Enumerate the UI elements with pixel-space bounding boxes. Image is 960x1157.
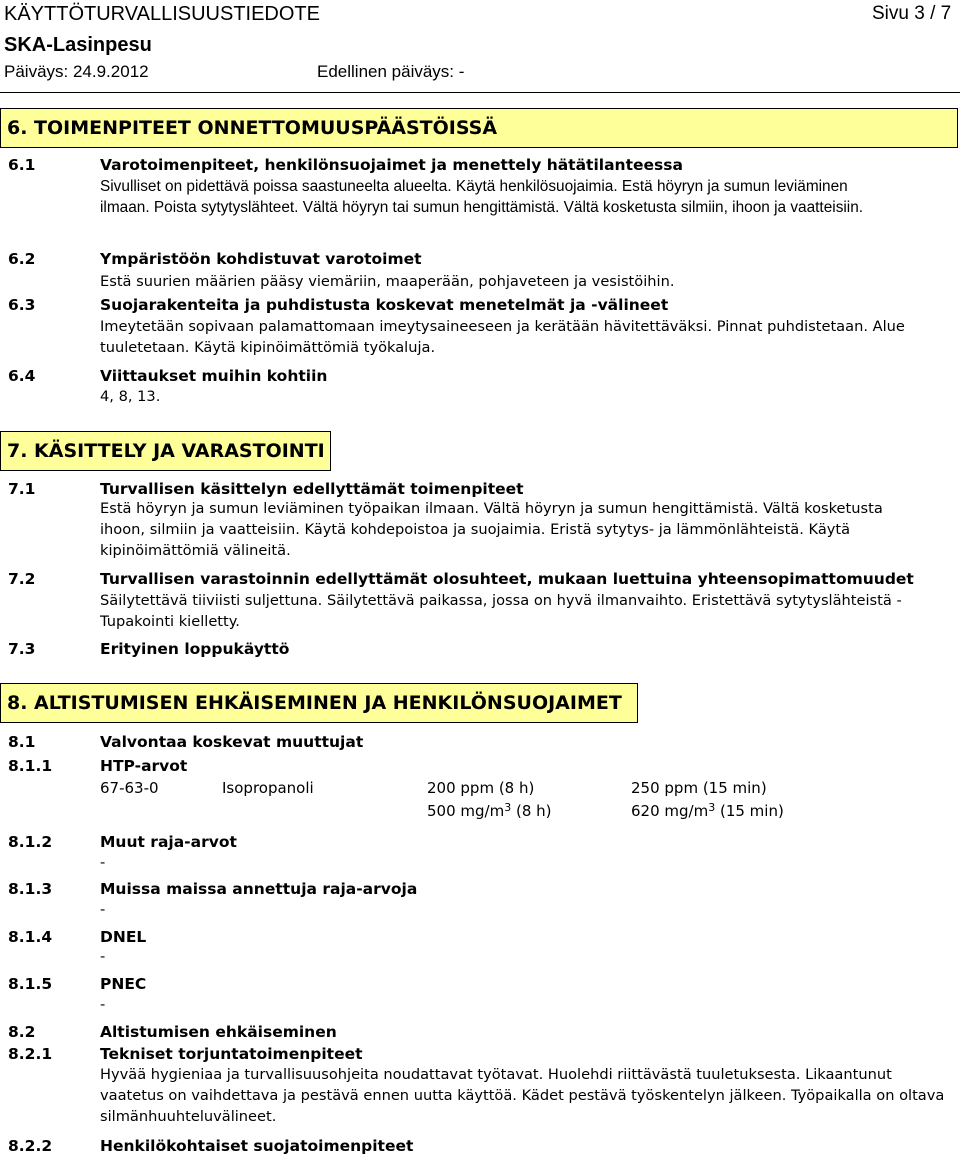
subsection-text: - <box>100 948 106 965</box>
subsection-number: 6.2 <box>8 250 36 268</box>
substance-name: Isopropanoli <box>222 779 314 797</box>
subsection-title: Suojarakenteita ja puhdistusta koskevat menetelmät ja -välineet <box>100 296 669 314</box>
subsection-number: 8.1.4 <box>8 928 53 946</box>
subsection-title: Turvallisen käsittelyn edellyttämät toimenpiteet <box>100 480 524 498</box>
subsection-number: 6.4 <box>8 367 36 385</box>
subsection-title: Viittaukset muihin kohtiin <box>100 367 328 385</box>
subsection-number: 6.3 <box>8 296 36 314</box>
subsection-number: 7.2 <box>8 570 36 588</box>
product-name: SKA-Lasinpesu <box>4 34 152 56</box>
subsection-title: HTP-arvot <box>100 757 188 775</box>
subsection-title: Tekniset torjuntatoimenpiteet <box>100 1045 363 1063</box>
subsection-text: Estä suurien määrien pääsy viemäriin, maaperään, pohjaveteen ja vesistöihin. <box>100 273 675 290</box>
section-8-heading: 8. ALTISTUMISEN EHKÄISEMINEN JA HENKILÖNSUOJAIMET <box>0 683 638 723</box>
subsection-text: Hyvää hygieniaa ja turvallisuusohjeita noudattavat työtavat. Huolehdi riittävästä tuuletuksesta. Likaantunut vaatetus on vaihdettava ja pestävä ennen uutta käyttöä. Kädet pestävä työskentelyn jälkeen. Työpaikalla on oltava silmänhuuhteluvälineet. <box>100 1066 945 1125</box>
subsection-number: 7.1 <box>8 480 36 498</box>
subsection-number: 8.2.1 <box>8 1045 53 1063</box>
subsection-number: 8.1.1 <box>8 757 53 775</box>
limit-8h-ppm: 200 ppm (8 h) <box>427 779 535 797</box>
subsection-text: 4, 8, 13. <box>100 388 161 405</box>
subsection-title: Erityinen loppukäyttö <box>100 640 290 658</box>
subsection-text: Säilytettävä tiiviisti suljettuna. Säilytettävä paikassa, jossa on hyvä ilmanvaihto. Eristettävä sytytyslähteistä - Tupakointi kielletty. <box>100 592 902 630</box>
subsection-text: - <box>100 854 106 871</box>
subsection-title: PNEC <box>100 975 147 993</box>
cas-number: 67-63-0 <box>100 779 159 797</box>
section-6-heading: 6. TOIMENPITEET ONNETTOMUUSPÄÄSTÖISSÄ <box>0 108 958 148</box>
limit-15min-ppm: 250 ppm (15 min) <box>631 779 767 797</box>
issue-date: Päiväys: 24.9.2012 <box>4 62 149 81</box>
subsection-number: 8.1 <box>8 733 36 751</box>
subsection-text: Estä höyryn ja sumun leviäminen työpaikan ilmaan. Vältä höyryn ja sumun hengittämistä. Vältä kosketusta ihoon, silmiin ja vaatteisiin. Käytä kohdepoistoa ja suojaimia. Eristä sytytys- ja lämmönlähteistä. Käytä kipinöimättömiä välineitä. <box>100 500 883 559</box>
header-rule <box>0 92 960 93</box>
subsection-title: Turvallisen varastoinnin edellyttämät olosuhteet, mukaan luettuina yhteensopimattomuudet <box>100 570 914 588</box>
subsection-number: 8.1.2 <box>8 833 53 851</box>
previous-date: Edellinen päiväys: - <box>317 62 465 81</box>
subsection-number: 8.1.5 <box>8 975 53 993</box>
subsection-number: 8.2 <box>8 1023 36 1041</box>
section-7-heading: 7. KÄSITTELY JA VARASTOINTI <box>0 431 331 471</box>
subsection-text: - <box>100 996 106 1013</box>
subsection-number: 7.3 <box>8 640 36 658</box>
subsection-title: DNEL <box>100 928 147 946</box>
subsection-number: 8.2.2 <box>8 1137 53 1155</box>
subsection-title: Varotoimenpiteet, henkilönsuojaimet ja menettely hätätilanteessa <box>100 156 683 174</box>
subsection-title: Valvontaa koskevat muuttujat <box>100 733 364 751</box>
subsection-title: Muissa maissa annettuja raja-arvoja <box>100 880 418 898</box>
document-title: KÄYTTÖTURVALLISUUSTIEDOTE <box>4 3 320 25</box>
subsection-title: Muut raja-arvot <box>100 833 237 851</box>
subsection-title: Altistumisen ehkäiseminen <box>100 1023 337 1041</box>
subsection-number: 8.1.3 <box>8 880 53 898</box>
subsection-number: 6.1 <box>8 156 36 174</box>
subsection-text: - <box>100 901 106 918</box>
subsection-text: Imeytetään sopivaan palamattomaan imeytysaineeseen ja kerätään hävitettäväksi. Pinnat puhdistetaan. Alue tuuletetaan. Käytä kipinöimättömiä työkaluja. <box>100 318 905 356</box>
subsection-title: Ympäristöön kohdistuvat varotoimet <box>100 250 422 268</box>
limit-8h-mg: 500 $mg/m^3$ (8 h) <box>427 801 552 820</box>
page-number: Sivu 3 / 7 <box>872 3 952 24</box>
limit-15min-mg: 620 $mg/m^3$ (15 min) <box>631 801 784 820</box>
subsection-text: Sivulliset on pidettävä poissa saastuneelta alueelta. Käytä henkilösuojaimia. Estä höyryn ja sumun leviäminen ilmaan. Poista sytytyslähteet. Vältä höyryn tai sumun hengittämistä. Vältä kosketusta silmiin, ihoon ja vaatteisiin. <box>100 178 864 216</box>
subsection-title: Henkilökohtaiset suojatoimenpiteet <box>100 1137 414 1155</box>
